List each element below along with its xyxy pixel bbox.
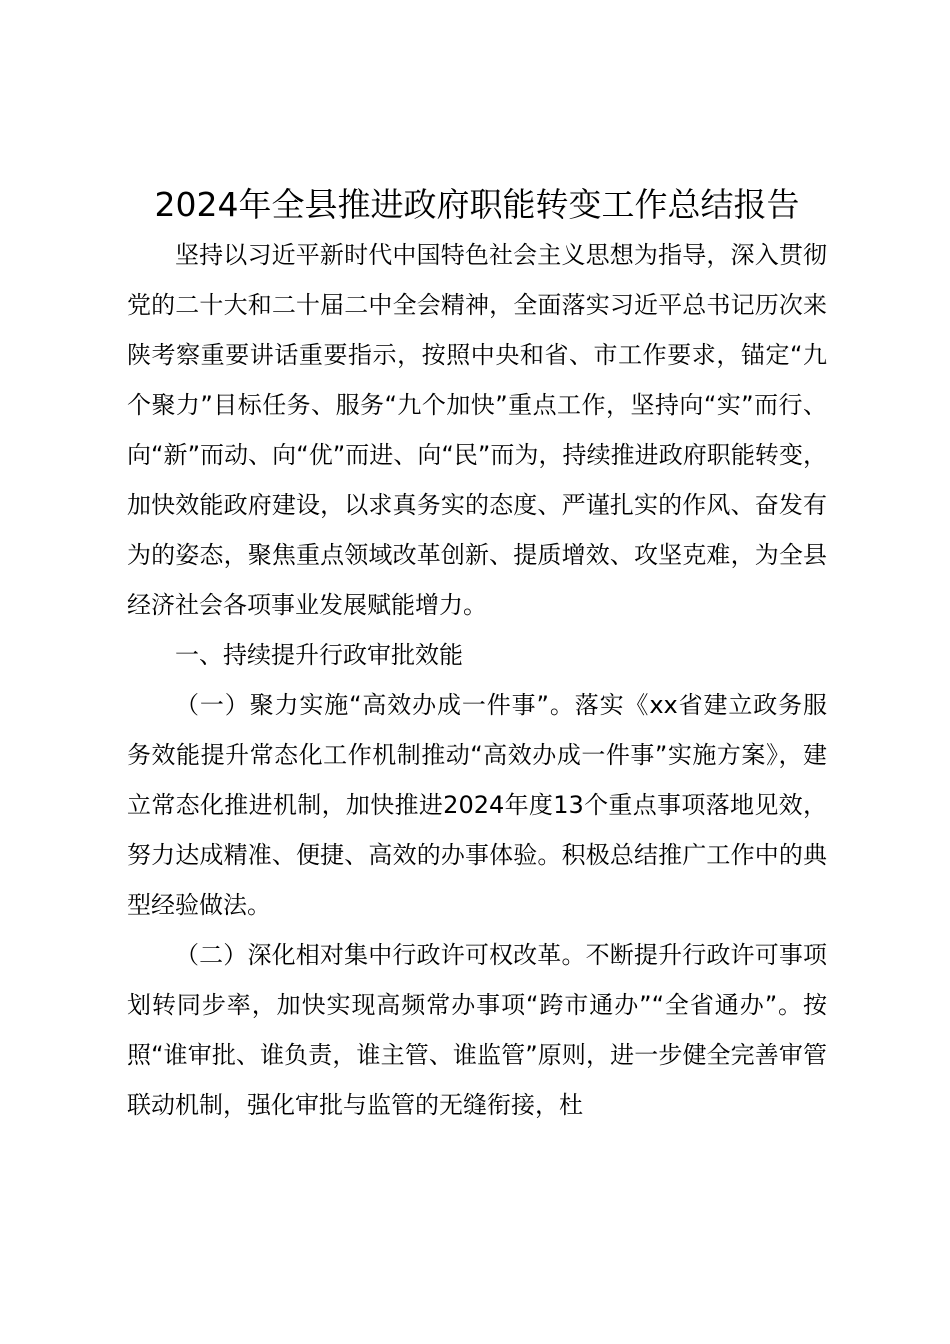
section-heading-1: 一、持续提升行政审批效能: [175, 641, 463, 669]
intro-paragraph: 坚持以习近平新时代中国特色社会主义思想为指导，深入贯彻党的二十大和二十届二中全会精神，全面落实习近平总书记历次来陕考察重要讲话重要指示，按照中央和省、市工作要求，锚定“九个聚力”目标任务、服务“九个加快”重点工作，坚持向“实”而行、向“新”而动、向“优”而进、向“民”而为，持续推进政府职能转变，加快效能政府建设，以求真务实的态度、严谨扎实的作风、奋发有为的姿态，聚焦重点领域改革创新、提质增效、攻坚克难，为全县经济社会各项事业发展赋能增力。: [127, 241, 827, 619]
item-paragraph-1: （一）聚力实施“高效办成一件事”。落实《xx省建立政务服务效能提升常态化工作机制推动“高效办成一件事”实施方案》，建立常态化推进机制，加快推进2024年度13个重点事项落地见效，努力达成精准、便捷、高效的办事体验。积极总结推广工作中的典型经验做法。: [127, 691, 827, 919]
document-title: 2024年全县推进政府职能转变工作总结报告: [154, 185, 800, 224]
document-page: [127, 180, 827, 1130]
item-paragraph-2: （二）深化相对集中行政许可权改革。不断提升行政许可事项划转同步率，加快实现高频常办事项“跨市通办”“全省通办”。按照“谁审批、谁负责，谁主管、谁监管”原则，进一步健全完善审管联动机制，强化审批与监管的无缝衔接，杜: [127, 941, 827, 1119]
